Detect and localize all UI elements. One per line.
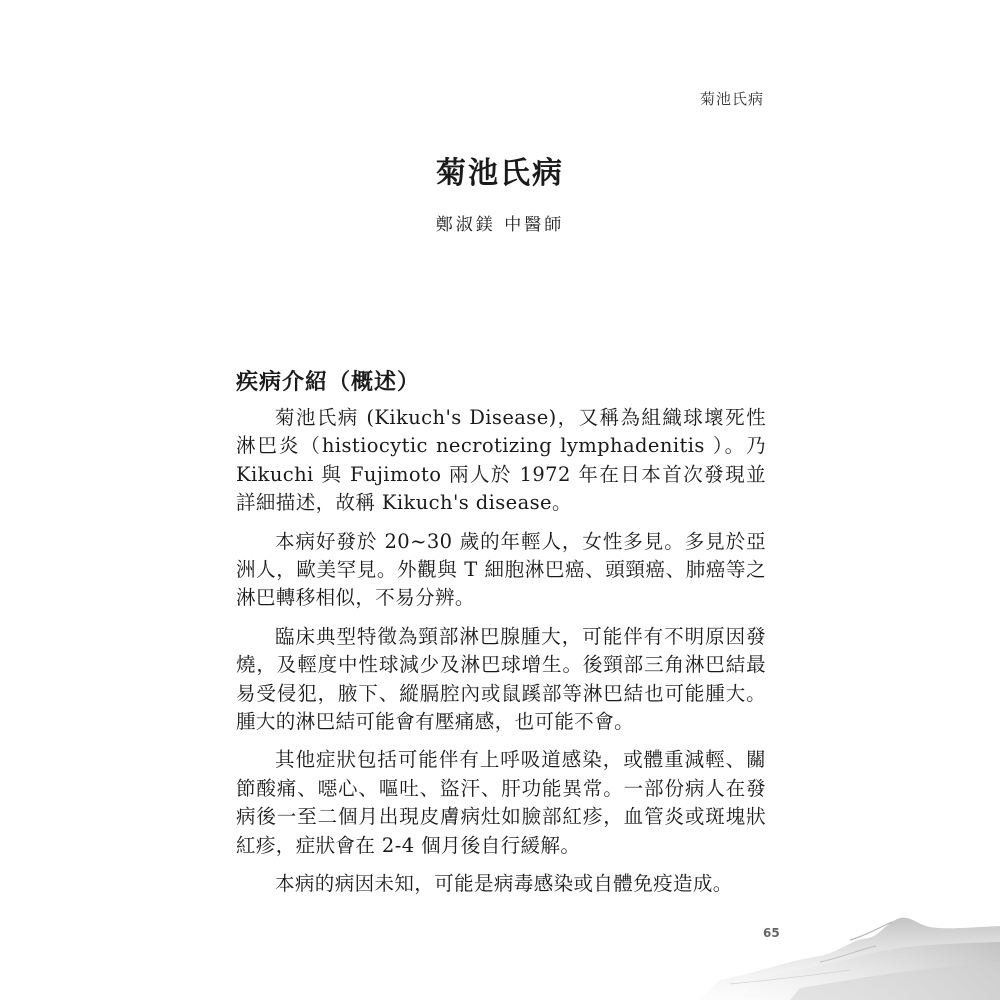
page-number: 65: [763, 926, 780, 940]
running-header: 菊池氏病: [699, 90, 764, 108]
paragraph-1: 菊池氏病 (Kikuch's Disease)，又稱為組織球壞死性淋巴炎（histiocytic necrotizing lymphadenitis ）。乃 Kikuchi 與 Fujimoto 兩人於 1972 年在日本首次發現並詳細描述，故稱 Kikuch's disease。: [236, 406, 766, 515]
paragraph-2: 本病好發於 20~30 歲的年輕人，女性多見。多見於亞洲人，歐美罕見。外觀與 T 細胞淋巴癌、頭頸癌、肺癌等之淋巴轉移相似，不易分辨。: [236, 529, 766, 610]
mountain-ink-decoration: [700, 900, 1000, 1000]
page-title: 菊池氏病: [436, 156, 564, 191]
paragraph-5: 本病的病因未知，可能是病毒感染或自體免疫造成。: [275, 872, 733, 896]
paragraph-4: 其他症狀包括可能伴有上呼吸道感染，或體重減輕、關節酸痛、噁心、嘔吐、盜汗、肝功能異常。一部份病人在發病後一至二個月出現皮膚病灶如臉部紅疹，血管炎或斑塊狀紅疹，症狀會在 2-4 個月後自行緩解。: [236, 748, 766, 857]
section-heading: 疾病介紹（概述）: [236, 369, 421, 395]
paragraph-3: 臨床典型特徵為頸部淋巴腺腫大，可能伴有不明原因發燒，及輕度中性球減少及淋巴球增生。後頸部三角淋巴結最易受侵犯，腋下、縱膈腔內或鼠蹊部等淋巴結也可能腫大。腫大的淋巴結可能會有壓痛感，也可能不會。: [236, 624, 766, 734]
author-line: 鄭淑鎂 中醫師: [435, 215, 565, 235]
body-text: [236, 404, 766, 909]
